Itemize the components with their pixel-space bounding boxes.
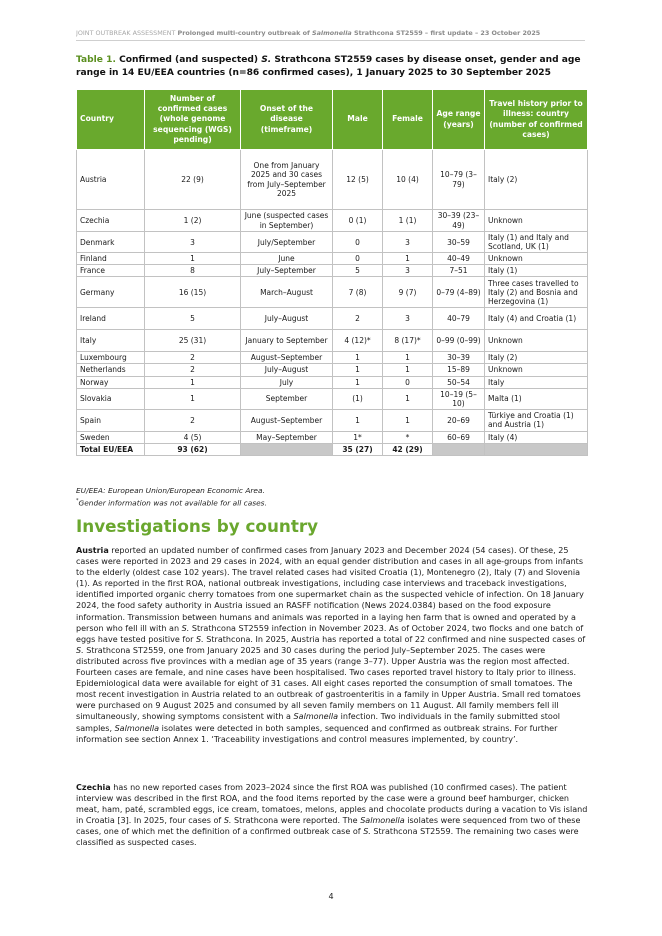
abbreviation-note: EU/EEA: European Union/European Economic Area. (76, 486, 265, 495)
table-cell-onset: August–September (241, 352, 333, 364)
table-cell-country: Ireland (77, 308, 145, 330)
table-cell-cases: 2 (145, 352, 241, 364)
column-header: Travel history prior to illness: country (number of confirmed cases) (485, 90, 588, 150)
running-header (76, 29, 585, 41)
total-cell-female: 42 (29) (383, 443, 433, 455)
table-row (77, 330, 588, 352)
table-cell-country: Germany (77, 277, 145, 308)
table-row (77, 277, 588, 308)
section-heading: Investigations by country (76, 516, 319, 536)
table-cell-male: 1* (333, 431, 383, 443)
table-row (77, 232, 588, 253)
column-header: Age range (years) (433, 90, 485, 150)
table-cell-female: * (383, 431, 433, 443)
table-cell-male: 12 (5) (333, 150, 383, 210)
table-cell-age: 15–89 (433, 364, 485, 376)
table-cell-travel: Unknown (485, 253, 588, 265)
table-cell-male: 1 (333, 376, 383, 388)
table-cell-male: 0 (1) (333, 210, 383, 232)
table-cell-country: Finland (77, 253, 145, 265)
table-cell-country: Italy (77, 330, 145, 352)
table-cell-age: 50–54 (433, 376, 485, 388)
table-cell-travel: Italy (1) (485, 265, 588, 277)
total-cell-empty (485, 443, 588, 455)
table-cell-cases: 4 (5) (145, 431, 241, 443)
table-cell-male: (1) (333, 388, 383, 409)
column-header: Male (333, 90, 383, 150)
table-cell-age: 0–79 (4–89) (433, 277, 485, 308)
table-cell-age: 10–79 (3–79) (433, 150, 485, 210)
table-cell-country: Spain (77, 409, 145, 431)
table-row (77, 364, 588, 376)
table-cell-age: 30–39 (433, 352, 485, 364)
table-cell-travel: Italy (4) and Croatia (1) (485, 308, 588, 330)
table-cell-age: 20–69 (433, 409, 485, 431)
table-cell-cases: 1 (145, 253, 241, 265)
table-row (77, 352, 588, 364)
table-cell-onset: March–August (241, 277, 333, 308)
table-cell-age: 40–49 (433, 253, 485, 265)
table-row (77, 431, 588, 443)
table-cell-travel: Unknown (485, 330, 588, 352)
table-cell-male: 4 (12)* (333, 330, 383, 352)
table-cell-female: 8 (17)* (383, 330, 433, 352)
table-cell-onset: July–September (241, 265, 333, 277)
page-number: 4 (328, 892, 334, 901)
total-cell-cases: 93 (62) (145, 443, 241, 455)
table-cell-female: 3 (383, 265, 433, 277)
table-cell-female: 1 (383, 409, 433, 431)
table-row (77, 150, 588, 210)
table-cell-male: 5 (333, 265, 383, 277)
table-cell-country: Luxembourg (77, 352, 145, 364)
table-cell-male: 7 (8) (333, 277, 383, 308)
table-caption: Table 1. Confirmed (and suspected) S. Strathcona ST2559 cases by disease onset, gender and age range in 14 EU/EEA countries (n=86 confirmed cases), 1 January 2025 to 30 September 2025 (76, 55, 581, 78)
table-cell-female: 10 (4) (383, 150, 433, 210)
table-cell-onset: July/September (241, 232, 333, 253)
table-cell-male: 1 (333, 352, 383, 364)
table-cell-country: Sweden (77, 431, 145, 443)
table-cell-onset: June (suspected cases in September) (241, 210, 333, 232)
table-label: Table 1. (76, 55, 116, 65)
table-cell-travel: Türkiye and Croatia (1) and Austria (1) (485, 409, 588, 431)
table-cell-cases: 2 (145, 364, 241, 376)
table-cell-travel: Italy (4) (485, 431, 588, 443)
table-cell-age: 0–99 (0–99) (433, 330, 485, 352)
table-cell-male: 2 (333, 308, 383, 330)
table-cell-cases: 16 (15) (145, 277, 241, 308)
table-cell-travel: Italy (2) (485, 150, 588, 210)
table-cell-cases: 8 (145, 265, 241, 277)
table-cell-travel: Italy (485, 376, 588, 388)
table-cell-female: 0 (383, 376, 433, 388)
table-cell-female: 9 (7) (383, 277, 433, 308)
table-row (77, 253, 588, 265)
table-cell-onset: July–August (241, 308, 333, 330)
table-header-row (77, 90, 588, 150)
table-cell-onset: January to September (241, 330, 333, 352)
table-cell-travel: Malta (1) (485, 388, 588, 409)
table-cell-onset: August–September (241, 409, 333, 431)
table-cell-male: 1 (333, 409, 383, 431)
header-title: Prolonged multi-country outbreak of Salmonella Strathcona ST2559 – first update – 23 October 2025 (177, 29, 541, 37)
column-header: Number of confirmed cases (whole genome sequencing (WGS) pending) (145, 90, 241, 150)
table-cell-onset: May–September (241, 431, 333, 443)
column-header: Country (77, 90, 145, 150)
table-cell-country: Czechia (77, 210, 145, 232)
table-cell-age: 30–59 (433, 232, 485, 253)
table-cell-travel: Unknown (485, 364, 588, 376)
table-cell-country: Austria (77, 150, 145, 210)
table-cell-country: Denmark (77, 232, 145, 253)
table-cell-cases: 5 (145, 308, 241, 330)
table-cell-onset: July (241, 376, 333, 388)
table-cell-travel: Three cases travelled to Italy (2) and Bosnia and Herzegovina (1) (485, 277, 588, 308)
table-cell-cases: 3 (145, 232, 241, 253)
table-cell-cases: 2 (145, 409, 241, 431)
table-cell-cases: 1 (145, 376, 241, 388)
table-cell-travel: Unknown (485, 210, 588, 232)
table-cell-age: 10–19 (5–10) (433, 388, 485, 409)
column-header: Onset of the disease (timeframe) (241, 90, 333, 150)
table-cell-female: 1 (383, 388, 433, 409)
header-prefix: JOINT OUTBREAK ASSESSMENT (76, 29, 176, 37)
table-cell-onset: July–August (241, 364, 333, 376)
table-cell-age: 40–79 (433, 308, 485, 330)
gender-note: *Gender information was not available for all cases. (76, 498, 267, 508)
table-cell-female: 3 (383, 232, 433, 253)
table-cell-male: 0 (333, 253, 383, 265)
table-cell-age: 60–69 (433, 431, 485, 443)
paragraph-austria: Austria reported an updated number of confirmed cases from January 2023 and December 2024 (54 cases). Of these, 25 cases were reported in 2023 and 29 cases in 2024, with an equal gender distribution and cases in all age-groups from infants to the elderly (oldest case 102 years). The travel related cases had visited Croatia (1), Montenegro (2), Italy (7) and Slovenia (1). As reported in the first ROA, national outbreak investigations, including case interviews and traceback investigations, identified imported organic cherry tomatoes from one supermarket chain as the suspected vehicle of infection. On 18 January 2024, the food safety authority in Austria issued an RASFF notification (News 2024.0384) based on the food exposure information. Transmission between humans and animals was reported in a laying hen farm that is owned and operated by a person who fell ill with an S. Strathcona ST2559 infection in November 2023. As of October 2024, two flocks and one batch of eggs have tested positive for S. Strathcona. In 2025, Austria has reported a total of 22 confirmed and nine suspected cases of S. Strathcona ST2559, one from January 2025 and 30 cases during the period July–September 2025. The cases were distributed across five provinces with a median age of 35 years (range 3–77). Upper Austria was the region most affected. Fourteen cases are female, and nine cases have been hospitalised. Two cases reported travel history to Italy prior to illness. Epidemiological data were available for eight of 31 cases. All eight cases reported the consumption of small tomatoes. The most recent investigation in Austria related to an outbreak of gastroenteritis in a family in Upper Austria. Small red tomatoes were purchased on 9 August 2025 and consumed by all seven family members on 11 August. All family members fell ill simultaneously, showing symptoms consistent with a Salmonella infection. Two individuals in the family submitted stool samples, Salmonella isolates were detected in both samples, sequenced and confirmed as outbreak strains. For further information see section Annex 1. ‘Traceability investigations and control measures implemented, by country’. (76, 546, 586, 744)
table-cell-country: France (77, 265, 145, 277)
table-cell-cases: 1 (145, 388, 241, 409)
table-cell-age: 7–51 (433, 265, 485, 277)
table-cell-country: Netherlands (77, 364, 145, 376)
total-cell-male: 35 (27) (333, 443, 383, 455)
table-cell-female: 1 (383, 352, 433, 364)
table-cell-male: 0 (333, 232, 383, 253)
table-cell-onset: One from January 2025 and 30 cases from July–September 2025 (241, 150, 333, 210)
table-cell-cases: 25 (31) (145, 330, 241, 352)
table-cell-travel: Italy (1) and Italy and Scotland, UK (1) (485, 232, 588, 253)
table-cell-male: 1 (333, 364, 383, 376)
table-notes (76, 486, 586, 508)
table-cell-female: 3 (383, 308, 433, 330)
total-cell-label: Total EU/EEA (77, 443, 145, 455)
total-cell-empty (433, 443, 485, 455)
table-body (77, 150, 588, 456)
table-cell-travel: Italy (2) (485, 352, 588, 364)
table-cell-onset: September (241, 388, 333, 409)
table-row (77, 265, 588, 277)
table-row (77, 376, 588, 388)
table-cell-female: 1 (383, 253, 433, 265)
table-cell-country: Slovakia (77, 388, 145, 409)
table-cell-onset: June (241, 253, 333, 265)
table-cell-female: 1 (1) (383, 210, 433, 232)
table-row (77, 409, 588, 431)
table-row (77, 308, 588, 330)
table-cell-cases: 22 (9) (145, 150, 241, 210)
table-row (77, 388, 588, 409)
table-total-row (77, 443, 588, 455)
total-cell-empty (241, 443, 333, 455)
table-cell-country: Norway (77, 376, 145, 388)
table-cell-cases: 1 (2) (145, 210, 241, 232)
table-cell-female: 1 (383, 364, 433, 376)
column-header: Female (383, 90, 433, 150)
table-cell-age: 30–39 (23–49) (433, 210, 485, 232)
cases-table (76, 89, 588, 456)
table-row (77, 210, 588, 232)
paragraph-czechia: Czechia has no new reported cases from 2023–2024 since the first ROA was published (10 confirmed cases). The patient interview was described in the first ROA, and the food items reported by the case were a ground beef hamburger, chicken meat, ham, paté, scrambled eggs, ice cream, tomatoes, melons, apples and chocolate products during a vacation to Vis island in Croatia [3]. In 2025, four cases of S. Strathcona were reported. The Salmonella isolates were sequenced from two of these cases, one of which met the definition of a confirmed outbreak case of S. Strathcona ST2559. The remaining two cases were classified as suspected cases. (76, 783, 588, 848)
